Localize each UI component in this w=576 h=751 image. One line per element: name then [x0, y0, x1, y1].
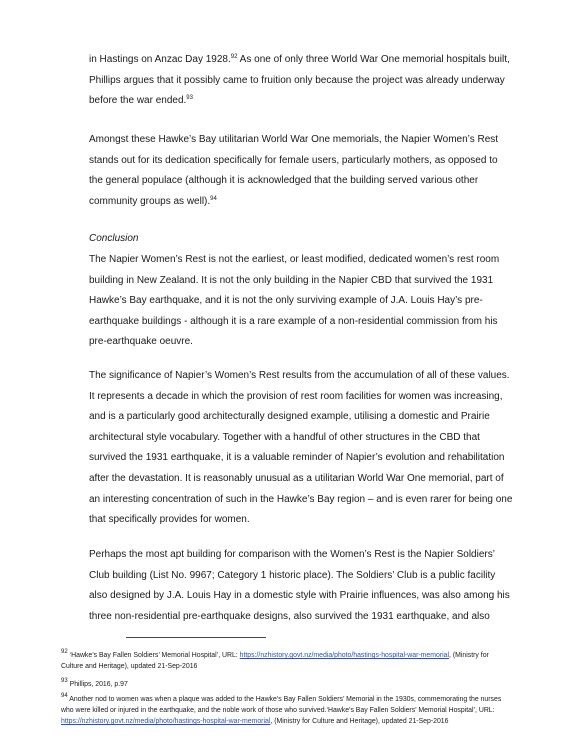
paragraph-conclusion-intro	[89, 250, 514, 353]
paragraph-soldiers-club	[89, 545, 514, 627]
footnote-number: 94	[61, 693, 68, 699]
footnote-ref-94[interactable]: 94	[210, 195, 217, 202]
footnote-number: 92	[61, 649, 68, 655]
paragraph-text: in Hastings on Anzac Day 1928.	[89, 54, 231, 65]
footnote-number: 93	[61, 678, 68, 684]
footnote-text: , (Ministry for Culture and Heritage), updated 21-Sep-2016	[61, 652, 489, 671]
footnote-text: Another nod to women was when a plaque was added to the Hawke’s Bay Fallen Soldiers’ Memorial in the 1930s, commemorating the nurses who were killed or injured in the earthquake, and the noble work of those who survived.‘Hawke’s Bay Fallen Soldiers’ Memorial Hospital’, URL:	[61, 696, 502, 715]
footnote-text: ‘Hawke’s Bay Fallen Soldiers’ Memorial Hospital’, URL:	[67, 652, 240, 659]
paragraph-text: As one of only three World War One memorial hospitals built, Phillips argues that it possibly came to fruition only because the project was already underway before the war ended.	[89, 54, 510, 107]
footnote-link[interactable]: https://nzhistory.govt.nz/media/photo/hastings-hospital-war-memorial	[239, 652, 450, 659]
paragraph-text: Perhaps the most apt building for comparison with the Women’s Rest is the Napier Soldiers’ Club building (List No. 9967; Category 1 historic place). The Soldiers’ Club is a public facility also designed by J.A. Louis Hay in a domestic style with Prairie influences, was also among his three non-residential pre-earthquake designs, also survived the 1931 earthquake, and also	[89, 549, 510, 622]
footnote-ref-93[interactable]: 93	[186, 95, 193, 102]
paragraph-text: The significance of Napier’s Women’s Rest results from the accumulation of all of these values. It represents a decade in which the provision of rest room facilities for women was increasing, and is a particularly good architecturally designed example, utilising a domestic and Prairie architectural style vocabulary. Together with a handful of other structures in the CBD that survived the 1931 earthquake, it is a valuable reminder of Napier’s evolution and rehabilitation after the devastation. It is reasonably unusual as a utilitarian World War One memorial, part of an interesting concentration of such in the Hawke’s Bay region – and is even rarer for being one that specifically provides for women.	[89, 370, 513, 526]
paragraph-text: The Napier Women’s Rest is not the earliest, or least modified, dedicated women’s rest room building in New Zealand. It is not the only building in the Napier CBD that survived the 1931 Hawke’s Bay earthquake, and it is not the only surviving example of J.A. Louis Hay’s pre-earthquake buildings - although it is a rare example of a non-residential commission from his pre-earthquake oeuvre.	[89, 254, 500, 348]
footnote-text: , (Ministry for Culture and Heritage), updated 21-Sep-2016	[270, 718, 449, 726]
footnote-92	[61, 650, 511, 672]
footnote-text: Phillips, 2016, p.97	[67, 681, 128, 688]
paragraph-significance	[89, 366, 514, 531]
paragraph-text: Amongst these Hawke’s Bay utilitarian World War One memorials, the Napier Women’s Rest stands out for its dedication specifically for female users, particularly mothers, as opposed to the general populace (although it is acknowledged that the building served various other community groups as well).	[89, 134, 499, 207]
footnote-link[interactable]: https://nzhistory.govt.nz/media/photo/hastings-hospital-war-memorial	[61, 718, 271, 726]
section-heading: Conclusion	[89, 233, 139, 244]
paragraph-hastings-memorial	[89, 50, 514, 112]
footnote-94	[61, 694, 511, 728]
footnote-93	[61, 679, 511, 690]
paragraph-womens-rest-memorial	[89, 130, 514, 212]
footnote-separator	[126, 637, 266, 638]
footnote-ref-92[interactable]: 92	[230, 54, 238, 60]
